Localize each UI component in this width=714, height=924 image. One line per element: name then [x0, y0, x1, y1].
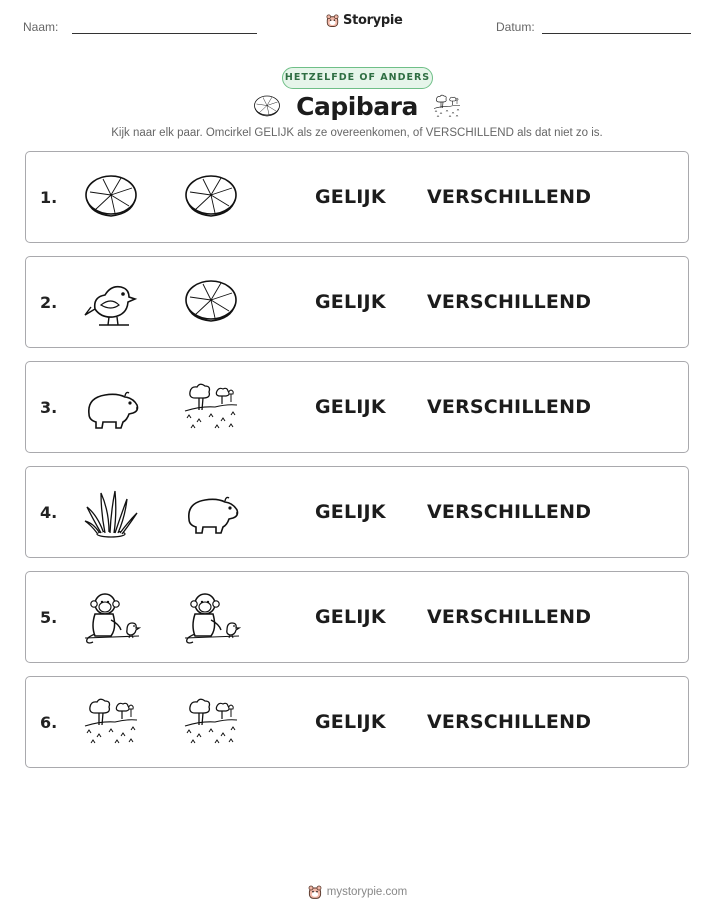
monkey-with-bird-icon — [181, 590, 241, 646]
lily-pad-icon — [181, 275, 241, 331]
option-same[interactable]: GELIJK — [315, 711, 386, 733]
lily-pad-icon — [181, 170, 241, 226]
option-same[interactable]: GELIJK — [315, 291, 386, 313]
option-different[interactable]: VERSCHILLEND — [427, 501, 592, 523]
option-different[interactable]: VERSCHILLEND — [427, 711, 592, 733]
brand-logo — [325, 13, 403, 28]
question-row — [25, 256, 689, 348]
meadow-trees-icon — [181, 695, 241, 751]
question-row — [25, 676, 689, 768]
question-number: 2. — [40, 293, 58, 312]
question-row — [25, 571, 689, 663]
brand-name: Storypie — [343, 13, 403, 28]
lily-pad-icon — [252, 93, 282, 121]
question-number: 5. — [40, 608, 58, 627]
meadow-trees-icon — [81, 695, 141, 751]
option-same[interactable]: GELIJK — [315, 606, 386, 628]
lily-pad-icon — [81, 170, 141, 226]
option-different[interactable]: VERSCHILLEND — [427, 291, 592, 313]
option-different[interactable]: VERSCHILLEND — [427, 606, 592, 628]
option-same[interactable]: GELIJK — [315, 396, 386, 418]
storypie-mascot-icon — [307, 884, 323, 900]
bird-icon — [81, 275, 141, 331]
question-number: 4. — [40, 503, 58, 522]
title-row — [0, 92, 714, 121]
date-line[interactable] — [542, 33, 691, 34]
question-row — [25, 466, 689, 558]
monkey-with-bird-icon — [81, 590, 141, 646]
capybara-icon — [81, 380, 141, 436]
meadow-trees-icon — [432, 93, 462, 121]
option-same[interactable]: GELIJK — [315, 501, 386, 523]
capybara-icon — [181, 485, 241, 541]
page-title: Capibara — [296, 92, 418, 121]
date-label: Datum: — [496, 20, 535, 34]
option-different[interactable]: VERSCHILLEND — [427, 396, 592, 418]
question-number: 6. — [40, 713, 58, 732]
name-label: Naam: — [23, 20, 59, 34]
question-row — [25, 151, 689, 243]
instructions: Kijk naar elk paar. Omcirkel GELIJK als ze overeenkomen, of VERSCHILLEND als dat niet zo is. — [111, 127, 603, 139]
storypie-mascot-icon — [325, 13, 340, 28]
option-different[interactable]: VERSCHILLEND — [427, 186, 592, 208]
name-line[interactable] — [72, 33, 257, 34]
question-number: 3. — [40, 398, 58, 417]
option-same[interactable]: GELIJK — [315, 186, 386, 208]
meadow-trees-icon — [181, 380, 241, 436]
footer — [0, 884, 714, 900]
question-row — [25, 361, 689, 453]
footer-website[interactable]: mystorypie.com — [326, 886, 408, 898]
category-badge: HETZELFDE OF ANDERS — [282, 67, 433, 89]
grass-icon — [81, 485, 141, 541]
question-number: 1. — [40, 188, 58, 207]
